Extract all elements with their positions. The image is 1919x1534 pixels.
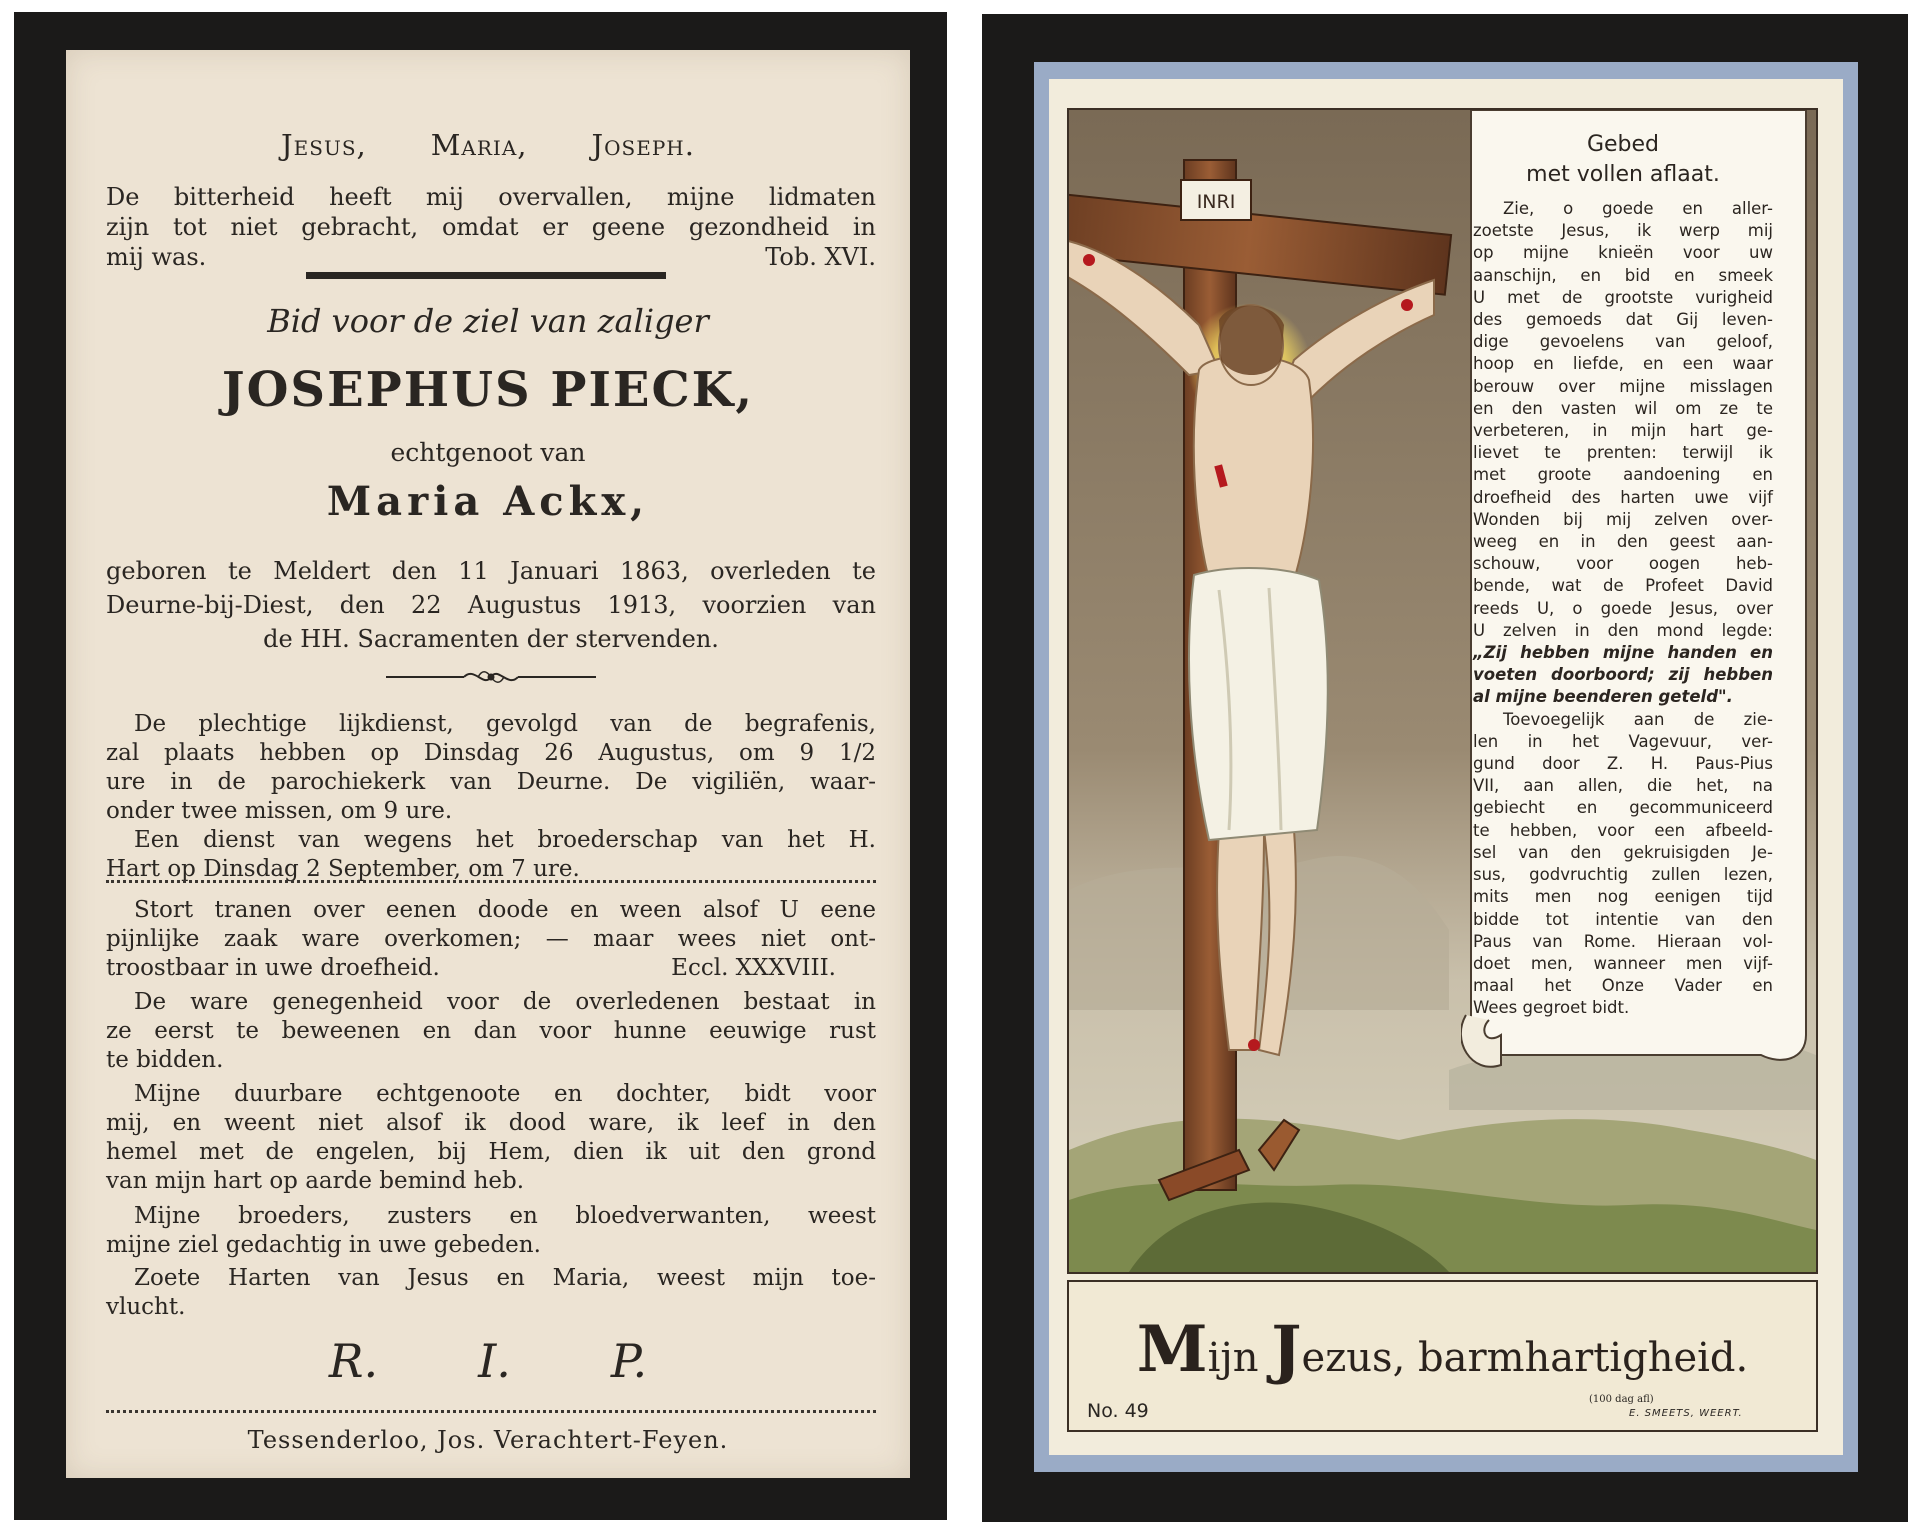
header-name: Joseph. [591, 128, 695, 162]
text-line: hemel met de engelen, bij Hem, dien ik uit den grond [106, 1139, 876, 1165]
funeral-announcement [106, 710, 876, 884]
cross-title-inri: INRI [1196, 191, 1236, 213]
sacred-hearts-paragraph [106, 1264, 876, 1322]
prayer-heading: Bid voor de ziel van zaliger [267, 302, 709, 340]
prayer-line: op mijne knieën voor uw [1473, 243, 1773, 263]
prayer-line: Paus van Rome. Hieraan vol- [1473, 931, 1773, 951]
prayer-line: maal het Onze Vader en [1473, 976, 1773, 996]
prayer-line: reeds U, o goede Jesus, over [1473, 598, 1773, 618]
verse-reference: Tob. XVI. [765, 243, 876, 271]
verse-reference: Eccl. XXXVIII. [671, 955, 836, 981]
card-number: No. 49 [1087, 1400, 1149, 1422]
prayer-scroll [1473, 130, 1773, 1020]
birth-death-details [106, 554, 876, 656]
text-line: Mijne broeders, zusters en bloedverwanten, weest [134, 1203, 876, 1229]
bio-line: Deurne-bij-Diest, den 22 Augustus 1913, voorzien van [106, 591, 876, 619]
crucifixion-picture [1067, 108, 1818, 1274]
relatives-paragraph [106, 1202, 876, 1260]
dotted-divider [106, 880, 876, 883]
spouse-prefix: echtgenoot van [390, 438, 586, 467]
rip-letter: P. [610, 1334, 648, 1388]
prayer-line: bidde tot intentie van den [1473, 909, 1773, 929]
prayer-line: gund door Z. H. Paus-Pius [1473, 754, 1773, 774]
text-line: ze eerst te beweenen en dan voor hunne eeuwige rust [106, 1018, 876, 1044]
text-line: van mijn hart op aarde bemind heb. [106, 1168, 525, 1194]
rip-letter: I. [478, 1334, 511, 1388]
opening-verse [106, 182, 876, 272]
prayer-line: zoetste Jesus, ik werp mij [1473, 221, 1773, 241]
prayer-line: berouw over mijne misslagen [1473, 376, 1773, 396]
prayer-subtitle: met vollen aflaat. [1526, 162, 1720, 187]
text-line: mijne ziel gedachtig in uwe gebeden. [106, 1232, 541, 1258]
prayer-line: Zie, o goede en aller- [1503, 199, 1773, 218]
text-line: De plechtige lijkdienst, gevolgd van de begrafenis, [134, 711, 876, 737]
text-line: mij, en weent niet alsof ik dood ware, ik leef in den [106, 1110, 876, 1136]
prayer-line: Wees gegroet bidt. [1473, 998, 1630, 1018]
deceased-name: JOSEPHUS PIECK, [221, 362, 755, 418]
rip-inscription [66, 1334, 910, 1388]
text-line: pijnlijke zaak ware overkomen; — maar wees niet ont- [106, 926, 876, 952]
prayer-line: U met de grootste vurigheid [1473, 287, 1773, 307]
verse-line [106, 242, 876, 272]
prayer-line: al mijne beenderen geteld". [1473, 687, 1733, 707]
motto-text [1069, 1312, 1816, 1387]
prayer-line: voeten doorboord; zij hebben [1473, 665, 1773, 685]
header-name: Jesus, [281, 128, 367, 162]
prayer-line: doet men, wanneer men vijf- [1473, 953, 1773, 973]
motto-initial: M [1136, 1312, 1208, 1387]
holy-family-header [66, 128, 910, 162]
prayer-line: met groote aandoening en [1473, 465, 1773, 485]
prayer-line: droefheid des harten uwe vijf [1473, 487, 1773, 507]
verse-line-end: troostbaar in uwe droefheid. [106, 955, 440, 981]
motto-initial: J [1271, 1312, 1302, 1387]
prayer-line: bende, wat de Profeet David [1473, 576, 1773, 596]
prayer-line: Wonden bij mij zelven over- [1473, 509, 1773, 529]
indulgence-note: (100 dag afl) [1589, 1394, 1654, 1405]
prayer-line: weeg en in den geest aan- [1473, 532, 1773, 552]
text-line: Een dienst van wegens het broederschap van het H. [134, 827, 876, 853]
prayer-line: U zelven in den mond legde: [1473, 620, 1773, 640]
prayer-line: VII, aan allen, die het, na [1473, 776, 1773, 796]
text-line: Mijne duurbare echtgenoote en dochter, bidt voor [134, 1081, 876, 1107]
prayer-line: des gemoeds dat Gij leven- [1473, 310, 1773, 330]
affection-paragraph [106, 988, 876, 1075]
ornament-divider [386, 664, 596, 690]
text-line: Zoete Harten van Jesus en Maria, weest mijn toe- [134, 1265, 876, 1291]
text-line: vlucht. [106, 1294, 186, 1320]
printer-imprint: Tessenderloo, Jos. Verachtert-Feyen. [247, 1426, 729, 1454]
memorial-card-front [14, 12, 947, 1520]
memorial-card-paper [66, 50, 910, 1478]
memorial-card-back [982, 14, 1908, 1522]
scripture-verse [106, 896, 876, 983]
publisher-imprint: E. SMEETS, WEERT. [1629, 1408, 1743, 1419]
family-paragraph [106, 1080, 876, 1196]
prayer-line: hoop en liefde, en een waar [1473, 354, 1773, 374]
prayer-line: len in het Vagevuur, ver- [1473, 731, 1773, 751]
prayer-line: sus, godvruchtig zullen lezen, [1473, 865, 1773, 885]
bio-line: geboren te Meldert den 11 Januari 1863, overleden te [106, 557, 876, 585]
text-line: te bidden. [106, 1047, 224, 1073]
prayer-line: Toevoegelijk aan de zie- [1503, 709, 1773, 729]
motto-panel [1067, 1280, 1818, 1432]
divider-rule [306, 272, 666, 279]
text-line: onder twee missen, om 9 ure. [106, 798, 453, 824]
prayer-title: Gebed [1586, 132, 1660, 157]
prayer-line: dige gevoelens van geloof, [1473, 332, 1773, 352]
prayer-line: en den vasten wil om ze te [1473, 398, 1773, 418]
prayer-line: lievet te prenten: terwijl ik [1473, 443, 1773, 463]
text-line: Stort tranen over eenen doode en ween alsof U eene [134, 897, 876, 923]
prayer-line: sel van den gekruisigden Je- [1473, 842, 1773, 862]
prayer-line: „Zij hebben mijne handen en [1473, 643, 1773, 663]
text-line: ure in de parochiekerk van Deurne. De vigiliën, waar- [106, 769, 876, 795]
prayer-line: schouw, voor oogen heb- [1473, 554, 1773, 574]
prayer-text [1473, 198, 1773, 1020]
dotted-divider [106, 1410, 876, 1413]
header-name: Maria, [430, 128, 528, 162]
text-line: De ware genegenheid voor de overledenen bestaat in [134, 989, 876, 1015]
text-line [106, 954, 876, 983]
verse-line: De bitterheid heeft mij overvallen, mijne lidmaten [106, 183, 876, 211]
verse-line-end: mij was. [106, 243, 207, 271]
motto-part: ijn [1207, 1335, 1272, 1381]
prayer-line: gebiecht en gecommuniceerd [1473, 798, 1773, 818]
bio-line: de HH. Sacramenten der stervenden. [263, 625, 719, 653]
verse-line: zijn tot niet gebracht, omdat er geene gezondheid in [106, 213, 876, 241]
text-line: zal plaats hebben op Dinsdag 26 Augustus, om 9 1/2 [106, 740, 876, 766]
motto-part: ezus, barmhartigheid. [1301, 1335, 1749, 1381]
prayer-line: te hebben, voor een afbeeld- [1473, 820, 1773, 840]
spouse-name: Maria Ackx, [326, 478, 650, 525]
rip-letter: R. [328, 1334, 379, 1388]
prayer-line: mits men nog eenigen tijd [1473, 887, 1773, 907]
prayer-line: aanschijn, en bid en smeek [1473, 265, 1773, 285]
prayer-line: verbeteren, in mijn hart ge- [1473, 421, 1773, 441]
text-line: Hart op Dinsdag 2 September, om 7 ure. [106, 856, 580, 882]
